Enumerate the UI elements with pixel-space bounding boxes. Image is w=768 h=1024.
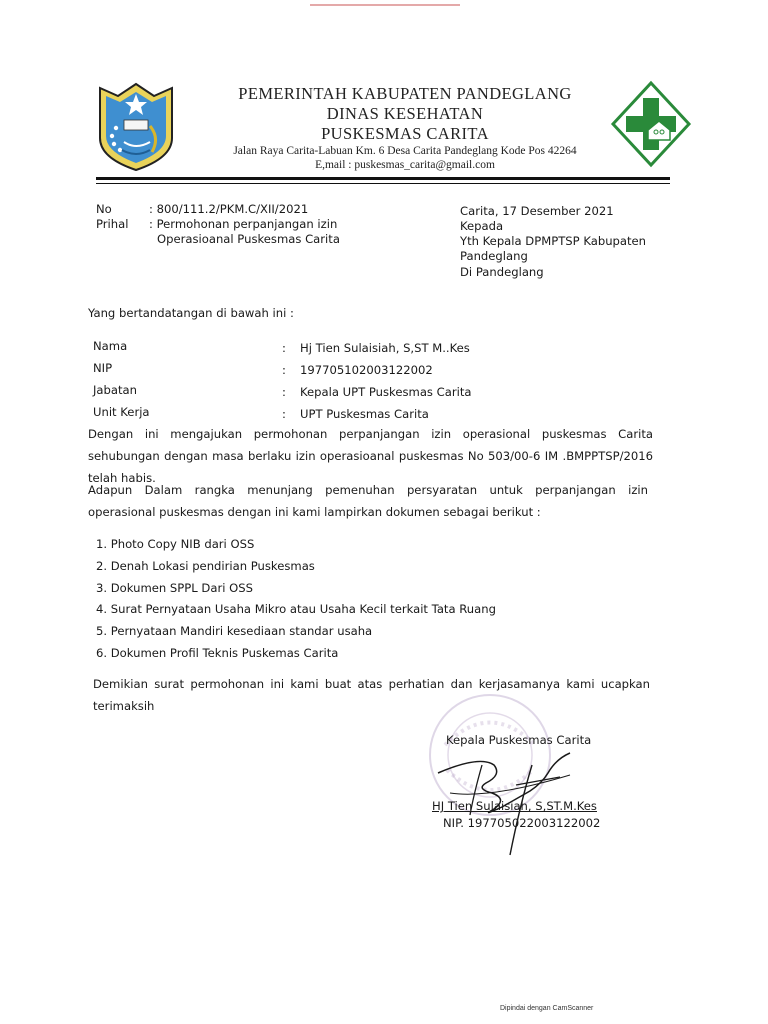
letter-date: Carita, 17 Desember 2021 bbox=[460, 204, 614, 218]
body-paragraph-2: Adapun Dalam rangka menunjang pemenuhan persyaratan untuk perpanjangan izin operasional puskesmas dengan ini kami lampirkan dokumen sebagai berikut : bbox=[88, 483, 648, 519]
pandeglang-emblem-icon bbox=[94, 80, 178, 172]
identity-value: Hj Tien Sulaisiah, S,ST M..Kes bbox=[300, 341, 470, 355]
body-paragraph-1: Dengan ini mengajukan permohonan perpanjangan izin operasional puskesmas Carita sehubungan dengan masa berlaku izin operasioanal puskesmas No 503/00-6 IM .BMPPTSP/2016 telah habis. bbox=[88, 427, 653, 485]
identity-colon: : bbox=[282, 385, 286, 399]
scanner-footer: Dipindai dengan CamScanner bbox=[500, 1005, 594, 1012]
letter-subject-label: Prihal bbox=[96, 217, 129, 231]
letter-number-label: No bbox=[96, 202, 112, 216]
identity-value: Kepala UPT Puskesmas Carita bbox=[300, 385, 472, 399]
identity-label: Nama bbox=[93, 339, 128, 353]
letterhead-address: Jalan Raya Carita-Labuan Km. 6 Desa Carita Pandeglang Kode Pos 42264 bbox=[233, 145, 577, 157]
attachment-item: 5. Pernyataan Mandiri kesediaan standar usaha bbox=[96, 624, 373, 638]
identity-label: NIP bbox=[93, 361, 113, 375]
signatory-name: HJ Tien Sulaisiah, S,ST.M.Kes bbox=[432, 799, 597, 813]
identity-colon: : bbox=[282, 407, 286, 421]
opening-line: Yang bertandatangan di bawah ini : bbox=[88, 306, 294, 320]
letterhead-rule-thick bbox=[96, 177, 670, 180]
puskesmas-cross-logo-icon bbox=[610, 80, 692, 168]
recipient-place: Di Pandeglang bbox=[460, 265, 544, 279]
attachment-item: 3. Dokumen SPPL Dari OSS bbox=[96, 581, 253, 595]
attachment-item: 2. Denah Lokasi pendirian Puskesmas bbox=[96, 559, 315, 573]
recipient-kepada: Kepada bbox=[460, 219, 504, 233]
attachment-item: 1. Photo Copy NIB dari OSS bbox=[96, 537, 255, 551]
scan-edge-mark bbox=[310, 4, 460, 6]
identity-label: Jabatan bbox=[93, 383, 137, 397]
signatory-nip: NIP. 197705022003122002 bbox=[443, 816, 601, 830]
letterhead-rule-thin bbox=[96, 183, 670, 184]
letter-subject-value-2: Operasioanal Puskesmas Carita bbox=[157, 232, 340, 246]
identity-label: Unit Kerja bbox=[93, 405, 150, 419]
letterhead bbox=[180, 84, 630, 172]
letterhead-government: PEMERINTAH KABUPATEN PANDEGLANG bbox=[238, 84, 572, 103]
letter-subject-value-1: : Permohonan perpanjangan izin bbox=[149, 217, 338, 231]
letterhead-email: E,mail : puskesmas_carita@gmail.com bbox=[315, 159, 495, 171]
identity-value: 197705102003122002 bbox=[300, 363, 433, 377]
attachment-item: 4. Surat Pernyataan Usaha Mikro atau Usaha Kecil terkait Tata Ruang bbox=[96, 602, 496, 616]
letter-number-value: : 800/111.2/PKM.C/XII/2021 bbox=[149, 202, 309, 216]
letterhead-department: DINAS KESEHATAN bbox=[326, 104, 484, 123]
closing-paragraph: Demikian surat permohonan ini kami buat atas perhatian dan kerjasamanya kami ucapkan terimaksih bbox=[93, 677, 650, 713]
recipient-line-1: Yth Kepala DPMPTSP Kabupaten bbox=[460, 234, 647, 248]
identity-colon: : bbox=[282, 341, 286, 355]
attachment-item: 6. Dokumen Profil Teknis Puskemas Carita bbox=[96, 646, 339, 660]
identity-colon: : bbox=[282, 363, 286, 377]
signature-title: Kepala Puskesmas Carita bbox=[446, 733, 592, 747]
identity-value: UPT Puskesmas Carita bbox=[300, 407, 429, 421]
letterhead-institution: PUSKESMAS CARITA bbox=[321, 124, 489, 143]
recipient-line-2: Pandeglang bbox=[460, 249, 528, 263]
